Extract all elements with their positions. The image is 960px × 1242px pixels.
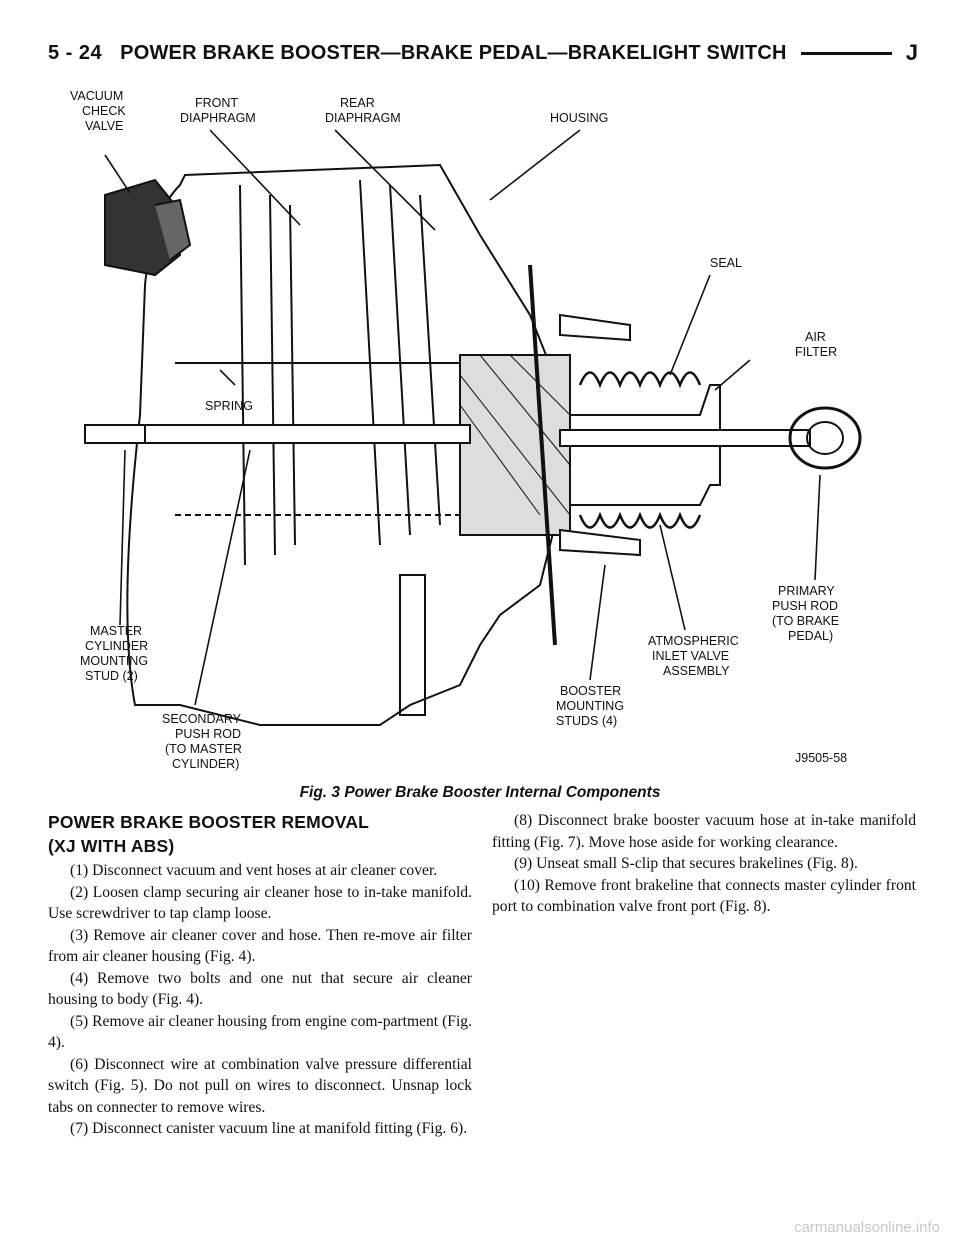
front-diaphragm bbox=[240, 185, 295, 565]
step-9: (9) Unseat small S-clip that secures brakelines (Fig. 8). bbox=[514, 855, 858, 872]
primary-rod bbox=[560, 430, 810, 446]
upper-stud bbox=[560, 315, 630, 340]
label-master-cylinder-stud: MASTER CYLINDER MOUNTING STUD (2) bbox=[80, 624, 149, 683]
label-seal: SEAL bbox=[710, 256, 742, 270]
step-4: (4) Remove two bolts and one nut that secure air cleaner housing to body (Fig. 4). bbox=[48, 969, 472, 1008]
label-primary-push-rod: PRIMARY PUSH ROD (TO BRAKE PEDAL) bbox=[772, 584, 840, 643]
label-vacuum-check-valve: VACUUM CHECK VALVE bbox=[70, 89, 126, 133]
label-air-filter: AIR FILTER bbox=[795, 330, 838, 359]
label-figure-id: J9505-58 bbox=[795, 751, 848, 765]
bottom-bracket bbox=[400, 575, 425, 715]
step-6: (6) Disconnect wire at combination valve pressure differential switch (Fig. 5). Do not pull on wires to disconnect. Unsnap lock tabs on connecter to remove wires. bbox=[48, 1055, 472, 1116]
figure-caption: Fig. 3 Power Brake Booster Internal Components bbox=[299, 784, 661, 801]
left-column bbox=[48, 810, 472, 1140]
step-10: (10) Remove front brakeline that connects master cylinder front port to combination valve front port (Fig. 8). bbox=[492, 876, 916, 915]
step-8: (8) Disconnect brake booster vacuum hose at in-take manifold fitting (Fig. 7). Move hose aside for working clearance. bbox=[492, 812, 916, 851]
step-5: (5) Remove air cleaner housing from engine com-partment (Fig. 4). bbox=[48, 1012, 472, 1051]
right-column bbox=[492, 810, 916, 918]
section-title-line1: POWER BRAKE BOOSTER REMOVAL bbox=[48, 812, 370, 832]
label-housing: HOUSING bbox=[550, 111, 609, 125]
step-1: (1) Disconnect vacuum and vent hoses at air cleaner cover. bbox=[70, 862, 438, 879]
lower-stud bbox=[560, 530, 640, 555]
section-title bbox=[48, 810, 472, 858]
page-number: 5 - 24 bbox=[48, 41, 103, 64]
step-2: (2) Loosen clamp securing air cleaner hose to in-take manifold. Use screwdriver to tap clamp loose. bbox=[48, 883, 472, 922]
label-secondary-push-rod: SECONDARY PUSH ROD (TO MASTER CYLINDER) bbox=[162, 712, 242, 771]
secondary-rod bbox=[140, 425, 470, 443]
label-front-diaphragm: FRONT DIAPHRAGM bbox=[180, 96, 256, 125]
booster-diagram-svg bbox=[60, 85, 910, 775]
label-booster-mounting-studs: BOOSTER MOUNTING STUDS (4) bbox=[556, 684, 625, 728]
label-rear-diaphragm: REAR DIAPHRAGM bbox=[325, 96, 401, 125]
header-rule bbox=[801, 52, 892, 55]
page-title: POWER BRAKE BOOSTER—BRAKE PEDAL—BRAKELIGHT SWITCH bbox=[120, 41, 787, 64]
page-header bbox=[48, 38, 918, 68]
label-atmospheric-inlet-valve: ATMOSPHERIC INLET VALVE ASSEMBLY bbox=[648, 634, 739, 678]
section-letter: J bbox=[905, 40, 918, 65]
booster-diagram bbox=[60, 85, 910, 775]
label-spring: SPRING bbox=[205, 399, 253, 413]
step-3: (3) Remove air cleaner cover and hose. Then re-move air filter from air cleaner housing (Fig. 4). bbox=[48, 926, 472, 965]
watermark: carmanualsonline.info bbox=[794, 1219, 940, 1236]
step-7: (7) Disconnect canister vacuum line at manifold fitting (Fig. 6). bbox=[70, 1120, 468, 1137]
section-title-line2: (XJ WITH ABS) bbox=[48, 836, 175, 856]
